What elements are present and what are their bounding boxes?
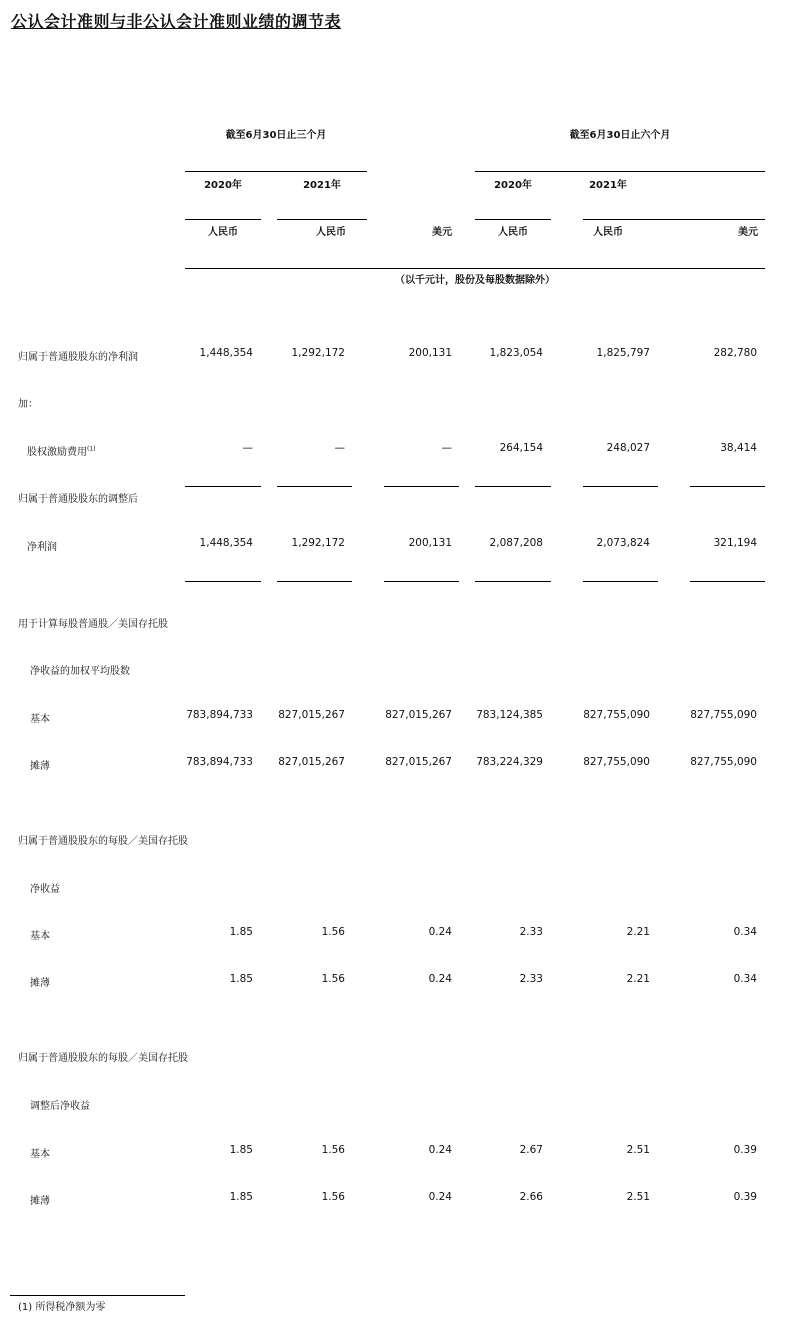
cell: 827,015,267 <box>278 756 345 768</box>
row-label: 归属于普通股股东的净利润 <box>18 352 138 363</box>
row-label: 摊薄 <box>30 1196 50 1207</box>
cell: 1,448,354 <box>199 537 253 549</box>
cell: 321,194 <box>713 537 757 549</box>
cell: 1,825,797 <box>596 347 650 359</box>
year-rule <box>185 219 261 220</box>
cell: 783,124,385 <box>476 709 543 721</box>
cell: 827,755,090 <box>690 756 757 768</box>
currency-header: 美元 <box>738 227 758 238</box>
cell: 1.56 <box>321 1191 345 1203</box>
row-label: 摊薄 <box>30 761 50 772</box>
cell: 38,414 <box>720 442 757 454</box>
cell: 1.56 <box>321 1144 345 1156</box>
cell: 0.24 <box>428 1144 452 1156</box>
currency-header: 人民币 <box>316 227 346 238</box>
sum-rule <box>475 581 551 582</box>
year-header: 2020年 <box>204 180 242 191</box>
sum-rule <box>185 581 261 582</box>
year-rule <box>475 219 551 220</box>
cell: 1,823,054 <box>489 347 543 359</box>
header-rule <box>185 171 367 172</box>
header-three-months: 截至6月30日止三个月 <box>225 130 327 141</box>
cell: 0.39 <box>733 1144 757 1156</box>
sum-rule <box>690 581 765 582</box>
cell: 1.85 <box>229 973 253 985</box>
sum-rule <box>277 581 352 582</box>
cell: 1.85 <box>229 926 253 938</box>
sum-rule <box>384 486 459 487</box>
cell: 827,015,267 <box>385 709 452 721</box>
cell: 2.66 <box>519 1191 543 1203</box>
header-bottom-rule <box>185 268 765 269</box>
cell: — <box>441 442 452 454</box>
cell: 200,131 <box>408 347 452 359</box>
currency-header: 美元 <box>432 227 452 238</box>
cell: 2,073,824 <box>596 537 650 549</box>
year-header: 2020年 <box>494 180 532 191</box>
row-label: 净利润 <box>27 542 57 553</box>
cell: 264,154 <box>499 442 543 454</box>
cell: 0.24 <box>428 926 452 938</box>
cell: 0.34 <box>733 973 757 985</box>
currency-header: 人民币 <box>498 227 528 238</box>
sum-rule <box>583 581 658 582</box>
row-label: 净收益的加权平均股数 <box>30 666 130 677</box>
row-label: 归属于普通股股东的调整后 <box>18 494 138 505</box>
footnote-marker: (1) <box>87 445 96 453</box>
cell: 1.85 <box>229 1144 253 1156</box>
sum-rule <box>185 486 261 487</box>
sum-rule <box>690 486 765 487</box>
cell: 2,087,208 <box>489 537 543 549</box>
year-header: 2021年 <box>589 180 627 191</box>
sum-rule <box>583 486 658 487</box>
year-header: 2021年 <box>303 180 341 191</box>
cell: 783,224,329 <box>476 756 543 768</box>
footnote: (1) 所得税净额为零 <box>18 1302 106 1313</box>
cell: 2.51 <box>626 1191 650 1203</box>
cell: 827,755,090 <box>690 709 757 721</box>
cell: 200,131 <box>408 537 452 549</box>
cell: 827,015,267 <box>278 709 345 721</box>
cell: 0.39 <box>733 1191 757 1203</box>
cell: 827,755,090 <box>583 756 650 768</box>
row-label <box>27 443 96 458</box>
cell: 2.21 <box>626 926 650 938</box>
cell: 783,894,733 <box>186 709 253 721</box>
cell: 1,448,354 <box>199 347 253 359</box>
cell: 0.24 <box>428 973 452 985</box>
currency-header: 人民币 <box>593 227 623 238</box>
row-label: 净收益 <box>30 884 60 895</box>
row-label-text: 股权激励费用 <box>27 447 87 458</box>
sum-rule <box>277 486 352 487</box>
cell: 827,015,267 <box>385 756 452 768</box>
cell: 827,755,090 <box>583 709 650 721</box>
cell: 282,780 <box>713 347 757 359</box>
cell: 1.56 <box>321 973 345 985</box>
cell: 1.85 <box>229 1191 253 1203</box>
footnote-rule <box>10 1295 185 1296</box>
header-six-months: 截至6月30日止六个月 <box>569 130 671 141</box>
year-rule <box>583 219 765 220</box>
row-label: 归属于普通股股东的每股／美国存托股 <box>18 836 188 847</box>
cell: 2.67 <box>519 1144 543 1156</box>
cell: 1,292,172 <box>291 347 345 359</box>
cell: 2.33 <box>519 926 543 938</box>
cell: 0.24 <box>428 1191 452 1203</box>
cell: 248,027 <box>606 442 650 454</box>
header-rule <box>475 171 765 172</box>
sum-rule <box>475 486 551 487</box>
row-label: 基本 <box>30 1149 50 1160</box>
row-label: 基本 <box>30 714 50 725</box>
row-label: 摊薄 <box>30 978 50 989</box>
currency-header: 人民币 <box>208 227 238 238</box>
page-title: 公认会计准则与非公认会计准则业绩的调节表 <box>11 12 342 31</box>
row-label: 基本 <box>30 931 50 942</box>
row-label: 用于计算每股普通股／美国存托股 <box>18 619 168 630</box>
cell: 2.51 <box>626 1144 650 1156</box>
cell: — <box>334 442 345 454</box>
cell: 1,292,172 <box>291 537 345 549</box>
cell: 783,894,733 <box>186 756 253 768</box>
row-label: 归属于普通股股东的每股／美国存托股 <box>18 1053 188 1064</box>
cell: — <box>242 442 253 454</box>
cell: 2.21 <box>626 973 650 985</box>
row-label: 加： <box>18 399 38 410</box>
row-label: 调整后净收益 <box>30 1101 90 1112</box>
units-note: （以千元计，股份及每股数据除外） <box>395 275 555 286</box>
year-rule <box>277 219 367 220</box>
cell: 0.34 <box>733 926 757 938</box>
sum-rule <box>384 581 459 582</box>
cell: 2.33 <box>519 973 543 985</box>
cell: 1.56 <box>321 926 345 938</box>
